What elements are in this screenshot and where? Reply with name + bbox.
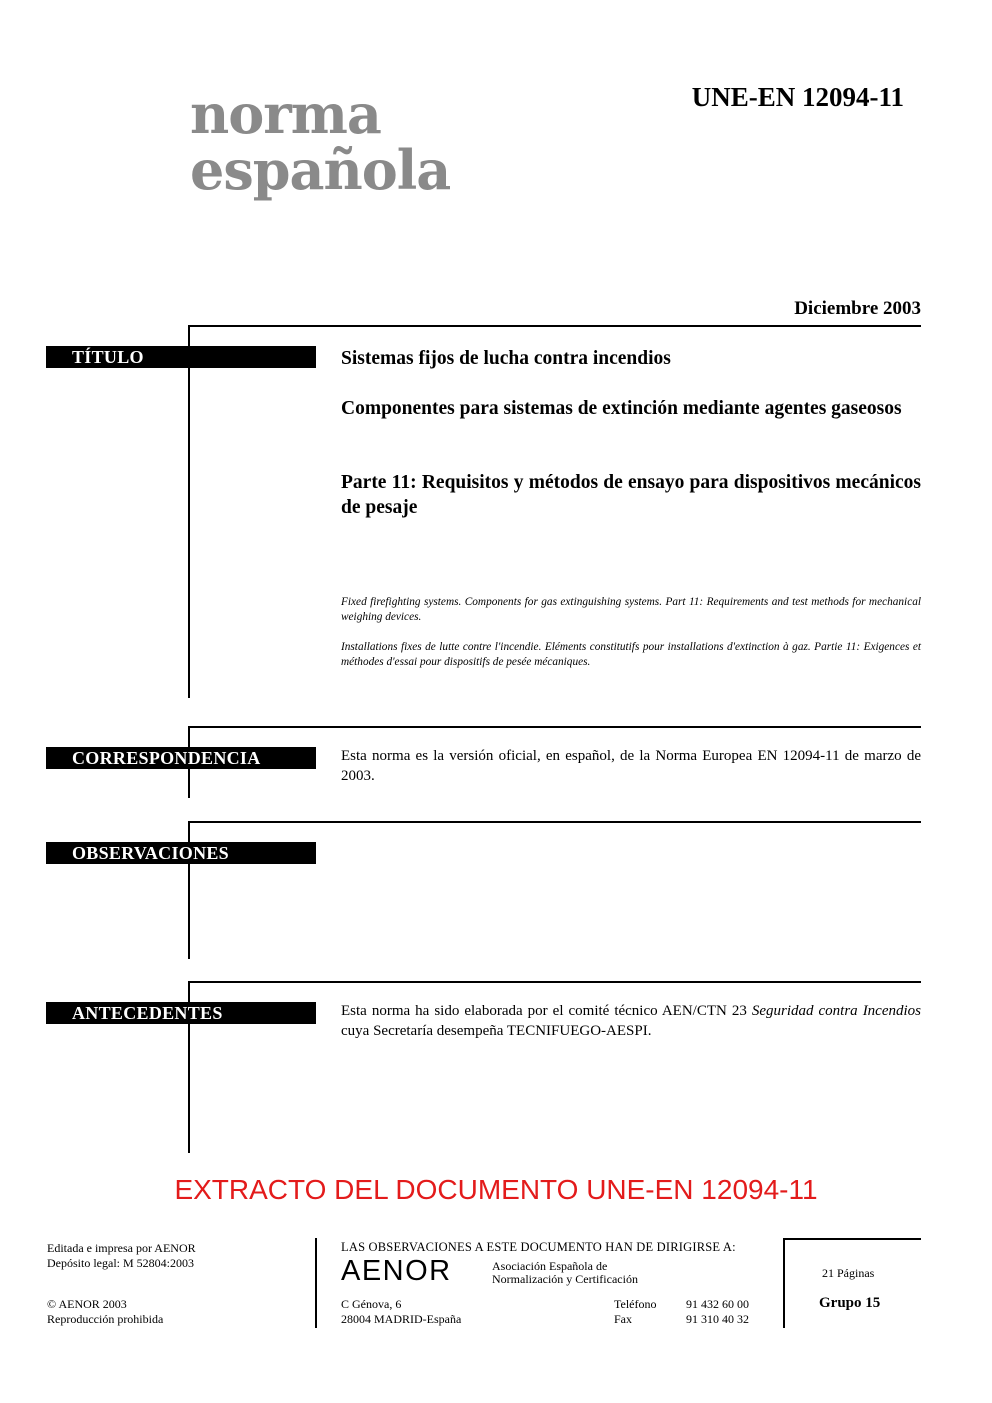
brand-line-1: norma — [190, 82, 381, 146]
fax-number: 91 310 40 32 — [686, 1312, 749, 1326]
footer-contact-values — [686, 1297, 749, 1327]
title-part: Parte 11: Requisitos y métodos de ensayo para dispositivos mecánicos de pesaje — [341, 472, 921, 518]
aenor-name-line-1: Asociación Española de — [492, 1259, 608, 1273]
footer-observations-heading: LAS OBSERVACIONES A ESTE DOCUMENTO HAN DE DIRIGIRSE A: — [341, 1240, 736, 1254]
aenor-name-line-2: Normalización y Certificación — [492, 1272, 638, 1286]
footer-copyright-info — [47, 1297, 163, 1327]
footer-edited: Editada e impresa por AENOR — [47, 1241, 196, 1255]
antecedentes-text-end: cuya Secretaría desempeña TECNIFUEGO-AESPI. — [341, 1023, 652, 1039]
phone-label: Teléfono — [614, 1297, 657, 1311]
antecedentes-text-start: Esta norma ha sido elaborada por el comité técnico AEN/CTN 23 — [341, 1003, 752, 1019]
brand-line-2: española — [190, 138, 451, 202]
page-count: 21 Páginas — [822, 1266, 875, 1280]
phone-number: 91 432 60 00 — [686, 1297, 749, 1311]
title-main: Sistemas fijos de lucha contra incendios — [341, 348, 671, 369]
vertical-rule-titulo — [188, 325, 190, 698]
antecedentes-committee-name: Seguridad contra Incendios — [751, 1003, 922, 1019]
antecedentes-text — [341, 1001, 921, 1041]
label-antecedentes: ANTECEDENTES — [46, 1002, 316, 1024]
address-street: C Génova, 6 — [341, 1297, 402, 1311]
footer-contact-labels — [614, 1297, 656, 1327]
address-city: 28004 MADRID-España — [341, 1312, 462, 1326]
divider-correspondencia — [188, 726, 921, 728]
title-french: Installations fixes de lutte contre l'incendie. Eléments constitutifs pour installations d'extinction à gaz. Partie 11: Exigences et méthodes d'essai pour dispositifs de pesée mécaniques. — [341, 641, 921, 668]
divider-titulo — [188, 325, 921, 327]
aenor-logo: AENOR — [341, 1255, 452, 1287]
correspondencia-text: Esta norma es la versión oficial, en español, de la Norma Europea EN 12094-11 de marzo de 2003. — [341, 748, 921, 784]
standard-code: UNE-EN 12094-11 — [691, 82, 904, 112]
footer-divider-right — [783, 1238, 785, 1328]
footer-box-top — [783, 1238, 921, 1240]
label-correspondencia: CORRESPONDENCIA — [46, 747, 316, 769]
label-titulo: TÍTULO — [46, 346, 316, 368]
divider-observaciones — [188, 821, 921, 823]
extract-banner: EXTRACTO DEL DOCUMENTO UNE-EN 12094-11 — [174, 1174, 818, 1205]
footer-copyright: © AENOR 2003 — [47, 1297, 127, 1311]
footer-address — [341, 1297, 461, 1327]
publication-date: Diciembre 2003 — [794, 298, 921, 319]
fax-label: Fax — [614, 1312, 632, 1326]
aenor-full-name — [492, 1260, 638, 1286]
footer-divider-left — [315, 1238, 317, 1328]
footer-edition-info — [47, 1241, 196, 1271]
brand-title — [190, 82, 451, 202]
label-observaciones: OBSERVACIONES — [46, 842, 316, 864]
footer-reproduction: Reproducción prohibida — [47, 1312, 164, 1326]
price-group: Grupo 15 — [819, 1295, 881, 1311]
title-english: Fixed firefighting systems. Components for gas extinguishing systems. Part 11: Requirements and test methods for mechanical weighing devices. — [341, 596, 921, 623]
divider-antecedentes — [188, 981, 921, 983]
title-sub: Componentes para sistemas de extinción mediante agentes gaseosos — [341, 398, 902, 419]
footer-deposit: Depósito legal: M 52804:2003 — [47, 1256, 194, 1270]
